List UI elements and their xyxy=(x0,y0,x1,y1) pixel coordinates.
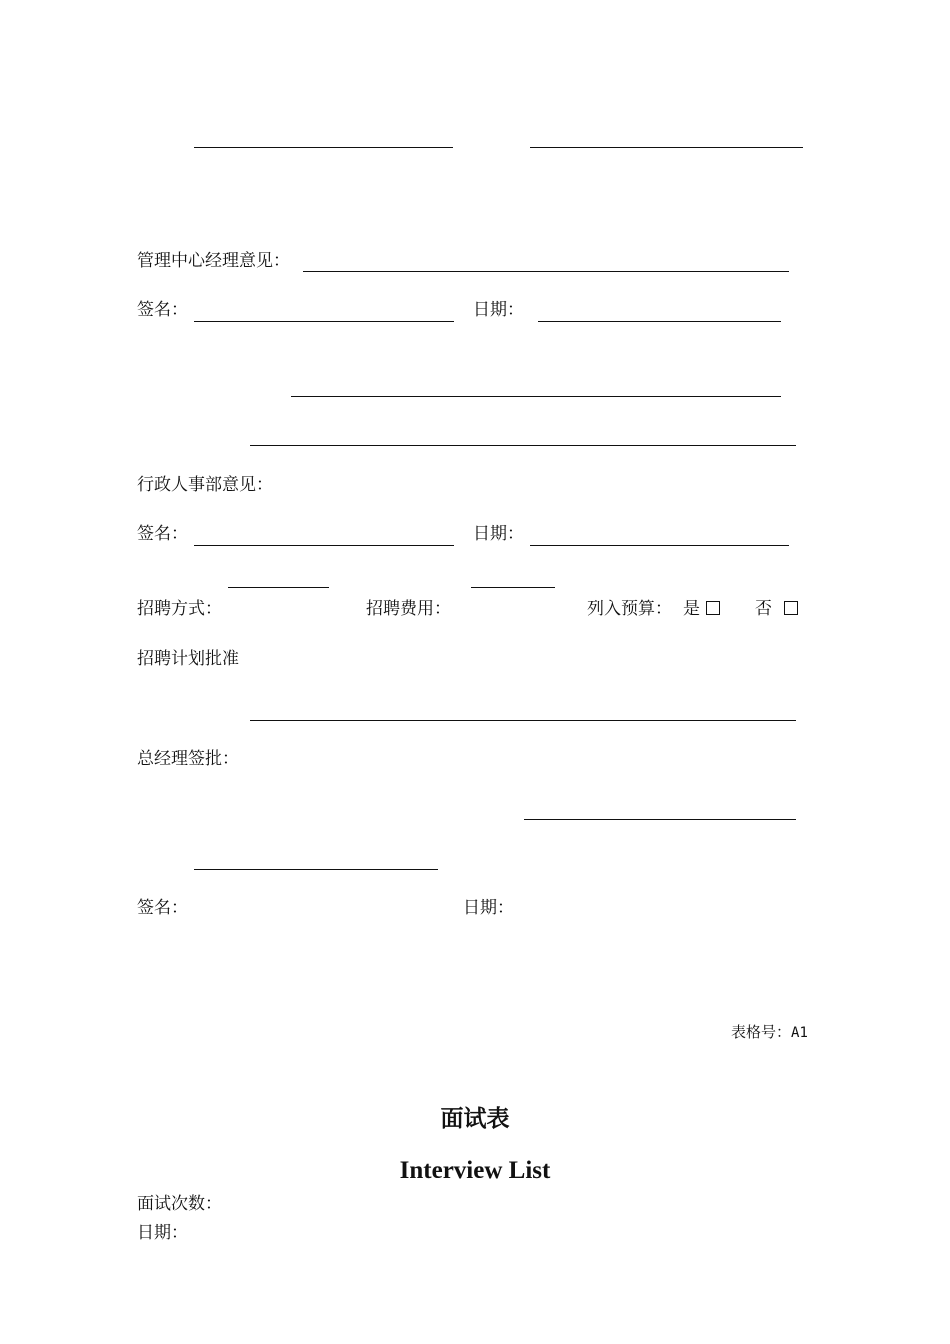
recruit-cost-field[interactable] xyxy=(471,587,555,588)
recruit-cost-label: 招聘费用： xyxy=(366,599,451,619)
interview-count-label: 面试次数： xyxy=(137,1194,222,1214)
top-left-line xyxy=(194,147,453,148)
budget-yes-label: 是 xyxy=(683,599,700,619)
mgmt-sign-field[interactable] xyxy=(194,321,454,322)
gm-date-label: 日期： xyxy=(463,898,514,918)
blank-line-2[interactable] xyxy=(250,445,796,446)
mgmt-sign-label: 签名： xyxy=(137,300,188,320)
mgmt-date-field[interactable] xyxy=(538,321,781,322)
gm-approval-label: 总经理签批： xyxy=(137,749,239,769)
form-number xyxy=(731,1025,808,1040)
recruit-method-field[interactable] xyxy=(228,587,329,588)
gm-sign-label: 签名： xyxy=(137,898,188,918)
hr-opinion-label: 行政人事部意见： xyxy=(137,475,273,495)
blank-line-1[interactable] xyxy=(291,396,781,397)
recruit-method-label: 招聘方式： xyxy=(137,599,222,619)
mgmt-date-label: 日期： xyxy=(473,300,524,320)
hr-date-label: 日期： xyxy=(473,524,524,544)
mgmt-opinion-label: 管理中心经理意见： xyxy=(137,251,290,271)
hr-sign-field[interactable] xyxy=(194,545,454,546)
gm-line-left[interactable] xyxy=(194,869,438,870)
interview-title-cn: 面试表 xyxy=(440,1106,510,1132)
hr-sign-label: 签名： xyxy=(137,524,188,544)
interview-date-label: 日期： xyxy=(137,1223,188,1243)
budget-yes-option[interactable] xyxy=(683,601,720,618)
plan-approval-label: 招聘计划批准 xyxy=(137,649,239,669)
gm-line-right[interactable] xyxy=(524,819,796,820)
top-right-line xyxy=(530,147,803,148)
budget-no-checkbox[interactable] xyxy=(784,601,798,615)
mgmt-opinion-field[interactable] xyxy=(303,271,789,272)
budget-label: 列入预算： xyxy=(587,599,672,619)
plan-approval-field[interactable] xyxy=(250,720,796,721)
interview-title-en: Interview List xyxy=(399,1157,551,1184)
budget-no-option[interactable] xyxy=(755,601,798,618)
hr-date-field[interactable] xyxy=(530,545,789,546)
form-number-label: 表格号： xyxy=(731,1023,792,1041)
form-number-value: A1 xyxy=(791,1025,808,1041)
budget-no-label: 否 xyxy=(755,599,772,619)
budget-yes-checkbox[interactable] xyxy=(706,601,720,615)
